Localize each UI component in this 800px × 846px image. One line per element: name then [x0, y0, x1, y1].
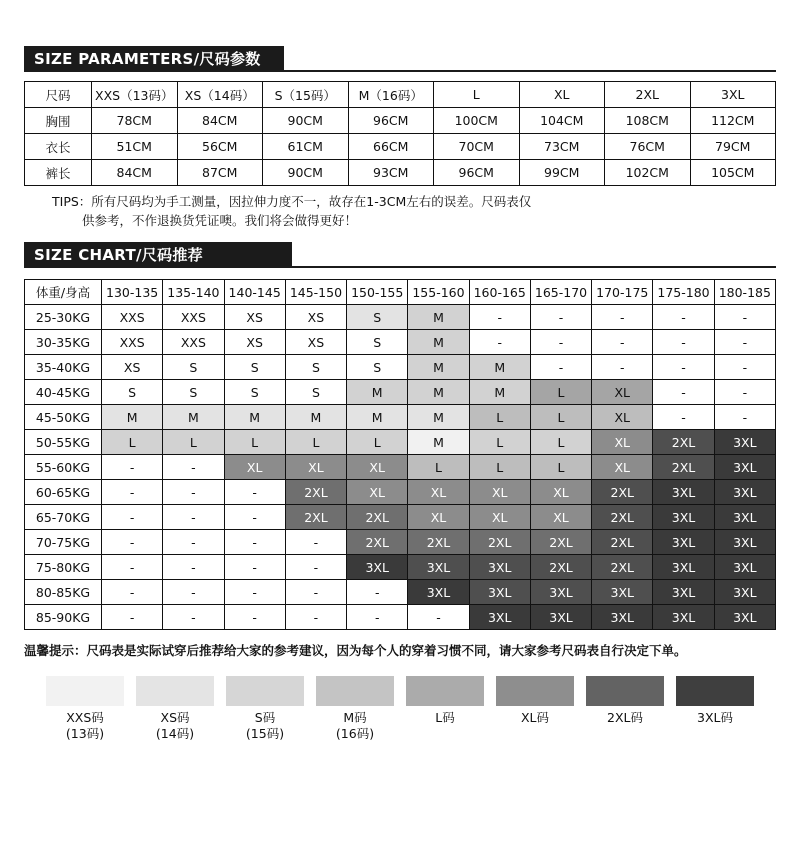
table-row	[25, 108, 776, 134]
chart-cell: -	[102, 505, 163, 530]
chart-cell: -	[285, 555, 346, 580]
chart-cell: -	[102, 455, 163, 480]
chart-cell: XL	[408, 480, 469, 505]
table-row	[25, 134, 776, 160]
chart-cell: XL	[592, 430, 653, 455]
legend-swatch	[406, 676, 484, 706]
chart-header-cell: 160-165	[469, 280, 530, 305]
chart-cell: -	[714, 330, 775, 355]
chart-row-label: 85-90KG	[25, 605, 102, 630]
chart-cell: -	[163, 605, 224, 630]
chart-cell: 3XL	[714, 530, 775, 555]
size-recommendation-table	[24, 279, 776, 630]
chart-cell: M	[408, 405, 469, 430]
warm-tip-lead: 温馨提示：	[24, 643, 87, 658]
param-cell: 96CM	[348, 108, 434, 134]
chart-header-cell: 165-170	[530, 280, 591, 305]
param-cell: 105CM	[690, 160, 776, 186]
chart-cell: -	[163, 530, 224, 555]
chart-cell: 2XL	[592, 480, 653, 505]
chart-cell: L	[530, 380, 591, 405]
chart-cell: -	[102, 555, 163, 580]
size-guide-page	[0, 46, 800, 846]
param-cell: 100CM	[434, 108, 520, 134]
chart-cell: -	[102, 530, 163, 555]
chart-row-label: 80-85KG	[25, 580, 102, 605]
chart-cell: S	[285, 355, 346, 380]
chart-cell: XL	[408, 505, 469, 530]
table-row	[25, 330, 776, 355]
chart-cell: L	[285, 430, 346, 455]
chart-cell: 2XL	[653, 430, 714, 455]
chart-cell: S	[347, 355, 408, 380]
legend-label: L码	[435, 710, 455, 725]
chart-cell: L	[530, 405, 591, 430]
chart-cell: -	[224, 505, 285, 530]
chart-header-cell: 130-135	[102, 280, 163, 305]
chart-cell: XL	[530, 505, 591, 530]
chart-cell: 3XL	[653, 480, 714, 505]
chart-cell: L	[224, 430, 285, 455]
chart-cell: L	[347, 430, 408, 455]
chart-cell: L	[530, 455, 591, 480]
chart-cell: -	[653, 305, 714, 330]
param-cell: 102CM	[605, 160, 691, 186]
chart-cell: 2XL	[530, 530, 591, 555]
warm-tip	[24, 642, 776, 660]
chart-cell: XL	[592, 380, 653, 405]
legend-item	[676, 676, 754, 742]
chart-cell: 3XL	[469, 555, 530, 580]
chart-cell: M	[102, 405, 163, 430]
chart-cell: XL	[285, 455, 346, 480]
size-legend	[24, 676, 776, 742]
chart-cell: -	[592, 355, 653, 380]
chart-row-label: 50-55KG	[25, 430, 102, 455]
param-cell: 84CM	[92, 160, 178, 186]
param-header-cell: XXS（13码）	[92, 82, 178, 108]
chart-cell: XS	[102, 355, 163, 380]
param-cell: 61CM	[263, 134, 349, 160]
param-header-cell: XS（14码）	[177, 82, 263, 108]
chart-header-cell: 135-140	[163, 280, 224, 305]
param-cell: 84CM	[177, 108, 263, 134]
table-row	[25, 455, 776, 480]
param-cell: 76CM	[605, 134, 691, 160]
table-row	[25, 380, 776, 405]
warm-tip-text: 尺码表是实际试穿后推荐给大家的参考建议，因为每个人的穿着习惯不同，请大家参考尺码表自行决定下单。	[86, 643, 687, 658]
param-cell: 78CM	[92, 108, 178, 134]
chart-cell: -	[714, 305, 775, 330]
param-row-label: 裤长	[25, 160, 92, 186]
chart-cell: 3XL	[714, 605, 775, 630]
param-header-corner: 尺码	[25, 82, 92, 108]
chart-cell: XL	[347, 480, 408, 505]
chart-cell: 2XL	[592, 505, 653, 530]
size-chart-wrapper	[24, 279, 776, 630]
table-row	[25, 405, 776, 430]
param-cell: 66CM	[348, 134, 434, 160]
chart-cell: -	[163, 580, 224, 605]
chart-cell: S	[347, 330, 408, 355]
chart-cell: M	[469, 380, 530, 405]
chart-cell: XL	[347, 455, 408, 480]
chart-cell: L	[469, 430, 530, 455]
chart-cell: XL	[530, 480, 591, 505]
chart-cell: 3XL	[653, 580, 714, 605]
chart-cell: XS	[224, 330, 285, 355]
chart-header-cell: 170-175	[592, 280, 653, 305]
chart-cell: -	[224, 480, 285, 505]
param-header-cell: 3XL	[690, 82, 776, 108]
chart-cell: M	[469, 355, 530, 380]
param-cell: 79CM	[690, 134, 776, 160]
chart-cell: M	[347, 405, 408, 430]
chart-row-label: 45-50KG	[25, 405, 102, 430]
chart-row-label: 55-60KG	[25, 455, 102, 480]
chart-cell: 2XL	[592, 530, 653, 555]
chart-cell: L	[469, 405, 530, 430]
chart-cell: -	[224, 605, 285, 630]
chart-cell: M	[163, 405, 224, 430]
chart-header-cell: 140-145	[224, 280, 285, 305]
legend-swatch	[676, 676, 754, 706]
chart-cell: M	[408, 430, 469, 455]
chart-cell: 3XL	[653, 505, 714, 530]
param-cell: 93CM	[348, 160, 434, 186]
chart-header-cell: 175-180	[653, 280, 714, 305]
legend-sublabel: (16码)	[335, 726, 375, 741]
param-cell: 108CM	[605, 108, 691, 134]
param-cell: 90CM	[263, 160, 349, 186]
legend-item	[406, 676, 484, 742]
chart-cell: XXS	[163, 305, 224, 330]
tips-line-2: 供参考，不作退换货凭证噢。我们将会做得更好！	[82, 213, 358, 228]
chart-cell: L	[408, 455, 469, 480]
legend-label: XL码	[520, 710, 550, 725]
chart-cell: XL	[469, 480, 530, 505]
table-row	[25, 305, 776, 330]
param-header-cell: XL	[519, 82, 605, 108]
legend-item	[136, 676, 214, 742]
chart-header-cell: 145-150	[285, 280, 346, 305]
legend-item	[586, 676, 664, 742]
measurement-tips	[52, 192, 776, 230]
chart-cell: -	[530, 355, 591, 380]
chart-cell: S	[224, 355, 285, 380]
legend-item	[496, 676, 574, 742]
legend-swatch	[136, 676, 214, 706]
chart-cell: -	[469, 305, 530, 330]
chart-cell: 3XL	[714, 580, 775, 605]
chart-cell: XL	[592, 405, 653, 430]
legend-swatch	[496, 676, 574, 706]
chart-cell: -	[102, 580, 163, 605]
chart-cell: 3XL	[469, 580, 530, 605]
param-header-cell: M（16码）	[348, 82, 434, 108]
chart-cell: -	[714, 380, 775, 405]
chart-cell: XS	[285, 330, 346, 355]
param-cell: 56CM	[177, 134, 263, 160]
chart-cell: -	[408, 605, 469, 630]
chart-cell: 3XL	[347, 555, 408, 580]
param-cell: 96CM	[434, 160, 520, 186]
legend-sublabel: (13码)	[65, 726, 105, 741]
chart-cell: S	[163, 355, 224, 380]
chart-cell: S	[285, 380, 346, 405]
chart-cell: 3XL	[714, 455, 775, 480]
tips-line-1: TIPS：所有尺码均为手工测量，因拉伸力度不一，故存在1-3CM左右的误差。尺码表仅	[52, 194, 532, 209]
table-row	[25, 480, 776, 505]
chart-cell: 3XL	[530, 580, 591, 605]
chart-cell: 2XL	[530, 555, 591, 580]
legend-item	[226, 676, 304, 742]
chart-cell: -	[530, 330, 591, 355]
legend-swatch	[226, 676, 304, 706]
chart-cell: -	[592, 305, 653, 330]
table-row	[25, 580, 776, 605]
chart-cell: -	[102, 605, 163, 630]
chart-cell: 3XL	[653, 555, 714, 580]
legend-label: XS码	[160, 710, 190, 725]
chart-row-label: 40-45KG	[25, 380, 102, 405]
chart-cell: M	[347, 380, 408, 405]
chart-cell: M	[408, 330, 469, 355]
chart-cell: XL	[224, 455, 285, 480]
table-row	[25, 430, 776, 455]
chart-cell: -	[530, 305, 591, 330]
legend-label: XXS码	[66, 710, 104, 725]
chart-row-label: 35-40KG	[25, 355, 102, 380]
chart-cell: L	[163, 430, 224, 455]
chart-cell: -	[163, 555, 224, 580]
chart-cell: 3XL	[408, 555, 469, 580]
size-parameters-table	[24, 81, 776, 186]
chart-header-corner: 体重/身高	[25, 280, 102, 305]
chart-cell: -	[653, 330, 714, 355]
chart-header-row	[25, 280, 776, 305]
table-row	[25, 555, 776, 580]
chart-cell: -	[714, 405, 775, 430]
legend-swatch	[316, 676, 394, 706]
param-cell: 104CM	[519, 108, 605, 134]
param-cell: 90CM	[263, 108, 349, 134]
chart-cell: 2XL	[285, 505, 346, 530]
chart-cell: L	[530, 430, 591, 455]
chart-cell: -	[347, 580, 408, 605]
chart-cell: XXS	[102, 330, 163, 355]
param-header-cell: 2XL	[605, 82, 691, 108]
legend-swatch	[46, 676, 124, 706]
param-header-cell: S（15码）	[263, 82, 349, 108]
chart-cell: -	[102, 480, 163, 505]
chart-cell: 2XL	[347, 530, 408, 555]
chart-row-label: 70-75KG	[25, 530, 102, 555]
chart-cell: -	[592, 330, 653, 355]
chart-cell: 3XL	[592, 605, 653, 630]
section-title-parameters: SIZE PARAMETERS/尺码参数	[34, 50, 261, 68]
chart-cell: S	[163, 380, 224, 405]
chart-cell: 2XL	[653, 455, 714, 480]
chart-cell: XL	[592, 455, 653, 480]
param-header-cell: L	[434, 82, 520, 108]
param-cell: 99CM	[519, 160, 605, 186]
chart-cell: M	[408, 380, 469, 405]
chart-cell: -	[653, 405, 714, 430]
chart-cell: -	[285, 580, 346, 605]
section-title-chart: SIZE CHART/尺码推荐	[34, 246, 203, 264]
chart-cell: S	[347, 305, 408, 330]
section-banner-chart	[24, 242, 776, 268]
chart-cell: 2XL	[347, 505, 408, 530]
chart-cell: XXS	[102, 305, 163, 330]
chart-cell: 3XL	[469, 605, 530, 630]
legend-item	[316, 676, 394, 742]
chart-cell: L	[102, 430, 163, 455]
chart-cell: M	[408, 305, 469, 330]
legend-label: M码	[343, 710, 367, 725]
legend-label: 3XL码	[697, 710, 733, 725]
chart-cell: XXS	[163, 330, 224, 355]
chart-cell: -	[224, 555, 285, 580]
table-row	[25, 355, 776, 380]
legend-item	[46, 676, 124, 742]
param-row-label: 胸围	[25, 108, 92, 134]
chart-row-label: 25-30KG	[25, 305, 102, 330]
legend-label: S码	[254, 710, 276, 725]
chart-cell: XL	[469, 505, 530, 530]
chart-cell: XS	[224, 305, 285, 330]
chart-cell: -	[653, 355, 714, 380]
section-banner-parameters	[24, 46, 776, 72]
chart-header-cell: 180-185	[714, 280, 775, 305]
param-cell: 70CM	[434, 134, 520, 160]
chart-cell: 2XL	[469, 530, 530, 555]
chart-cell: M	[224, 405, 285, 430]
param-row-label: 衣长	[25, 134, 92, 160]
chart-cell: 2XL	[408, 530, 469, 555]
chart-cell: -	[163, 455, 224, 480]
chart-cell: 3XL	[653, 605, 714, 630]
param-cell: 87CM	[177, 160, 263, 186]
param-cell: 73CM	[519, 134, 605, 160]
chart-cell: XS	[285, 305, 346, 330]
table-row	[25, 605, 776, 630]
table-row	[25, 160, 776, 186]
chart-row-label: 65-70KG	[25, 505, 102, 530]
chart-cell: -	[163, 505, 224, 530]
chart-cell: 3XL	[592, 580, 653, 605]
legend-sublabel: (14码)	[155, 726, 195, 741]
legend-swatch	[586, 676, 664, 706]
chart-cell: -	[469, 330, 530, 355]
chart-cell: 3XL	[714, 480, 775, 505]
chart-cell: 3XL	[653, 530, 714, 555]
chart-cell: 2XL	[592, 555, 653, 580]
chart-cell: -	[714, 355, 775, 380]
chart-cell: S	[102, 380, 163, 405]
chart-cell: 3XL	[530, 605, 591, 630]
legend-sublabel: (15码)	[245, 726, 285, 741]
chart-cell: -	[163, 480, 224, 505]
chart-cell: M	[408, 355, 469, 380]
table-row	[25, 530, 776, 555]
chart-cell: -	[224, 580, 285, 605]
chart-cell: -	[347, 605, 408, 630]
chart-row-label: 60-65KG	[25, 480, 102, 505]
chart-cell: -	[285, 530, 346, 555]
chart-row-label: 30-35KG	[25, 330, 102, 355]
chart-header-cell: 150-155	[347, 280, 408, 305]
chart-cell: -	[224, 530, 285, 555]
chart-cell: -	[285, 605, 346, 630]
chart-cell: 2XL	[285, 480, 346, 505]
legend-label: 2XL码	[607, 710, 643, 725]
chart-cell: 3XL	[408, 580, 469, 605]
chart-cell: M	[285, 405, 346, 430]
chart-cell: S	[224, 380, 285, 405]
param-cell: 112CM	[690, 108, 776, 134]
chart-cell: 3XL	[714, 555, 775, 580]
table-row	[25, 505, 776, 530]
param-cell: 51CM	[92, 134, 178, 160]
chart-cell: 3XL	[714, 430, 775, 455]
chart-cell: L	[469, 455, 530, 480]
chart-header-cell: 155-160	[408, 280, 469, 305]
chart-cell: -	[653, 380, 714, 405]
chart-row-label: 75-80KG	[25, 555, 102, 580]
chart-cell: 3XL	[714, 505, 775, 530]
